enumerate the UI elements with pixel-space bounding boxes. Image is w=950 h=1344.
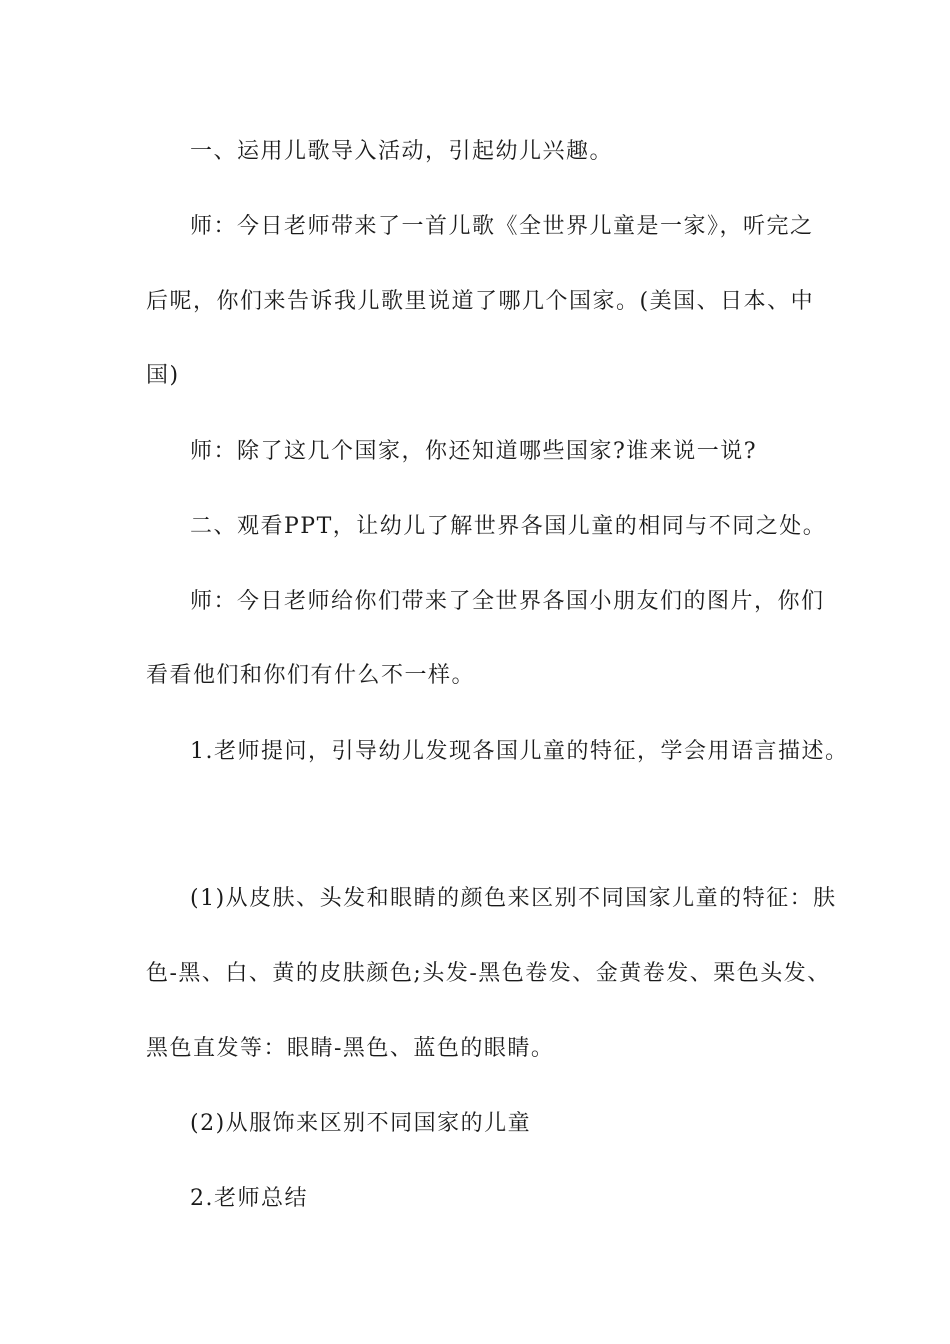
paragraph-line: 师：今日老师给你们带来了全世界各国小朋友们的图片，你们 xyxy=(190,589,825,614)
list-item: 1.老师提问，引导幼儿发现各国儿童的特征，学会用语言描述。 xyxy=(190,739,849,764)
paragraph-line: 看看他们和你们有什么不一样。 xyxy=(146,663,476,688)
list-item: 2.老师总结 xyxy=(190,1186,308,1211)
paragraph-line: 黑色直发等：眼睛-黑色、蓝色的眼睛。 xyxy=(146,1036,555,1061)
paragraph-line: 国) xyxy=(146,363,180,388)
paragraph-line: 师：今日老师带来了一首儿歌《全世界儿童是一家》，听完之 xyxy=(190,214,814,239)
paragraph-line: 后呢，你们来告诉我儿歌里说道了哪几个国家。(美国、日本、中 xyxy=(146,289,815,314)
section-heading-2: 二、观看PPT，让幼儿了解世界各国儿童的相同与不同之处。 xyxy=(190,514,827,539)
paragraph-line: 色-黑、白、黄的皮肤颜色;头发-黑色卷发、金黄卷发、栗色头发、 xyxy=(146,961,831,986)
section-heading-1: 一、运用儿歌导入活动，引起幼儿兴趣。 xyxy=(190,139,614,164)
paragraph-line: 师：除了这几个国家，你还知道哪些国家?谁来说一说? xyxy=(190,439,758,464)
sub-list-item: (2)从服饰来区别不同国家的儿童 xyxy=(190,1111,532,1136)
sub-list-item: (1)从皮肤、头发和眼睛的颜色来区别不同国家儿童的特征：肤 xyxy=(190,886,837,911)
